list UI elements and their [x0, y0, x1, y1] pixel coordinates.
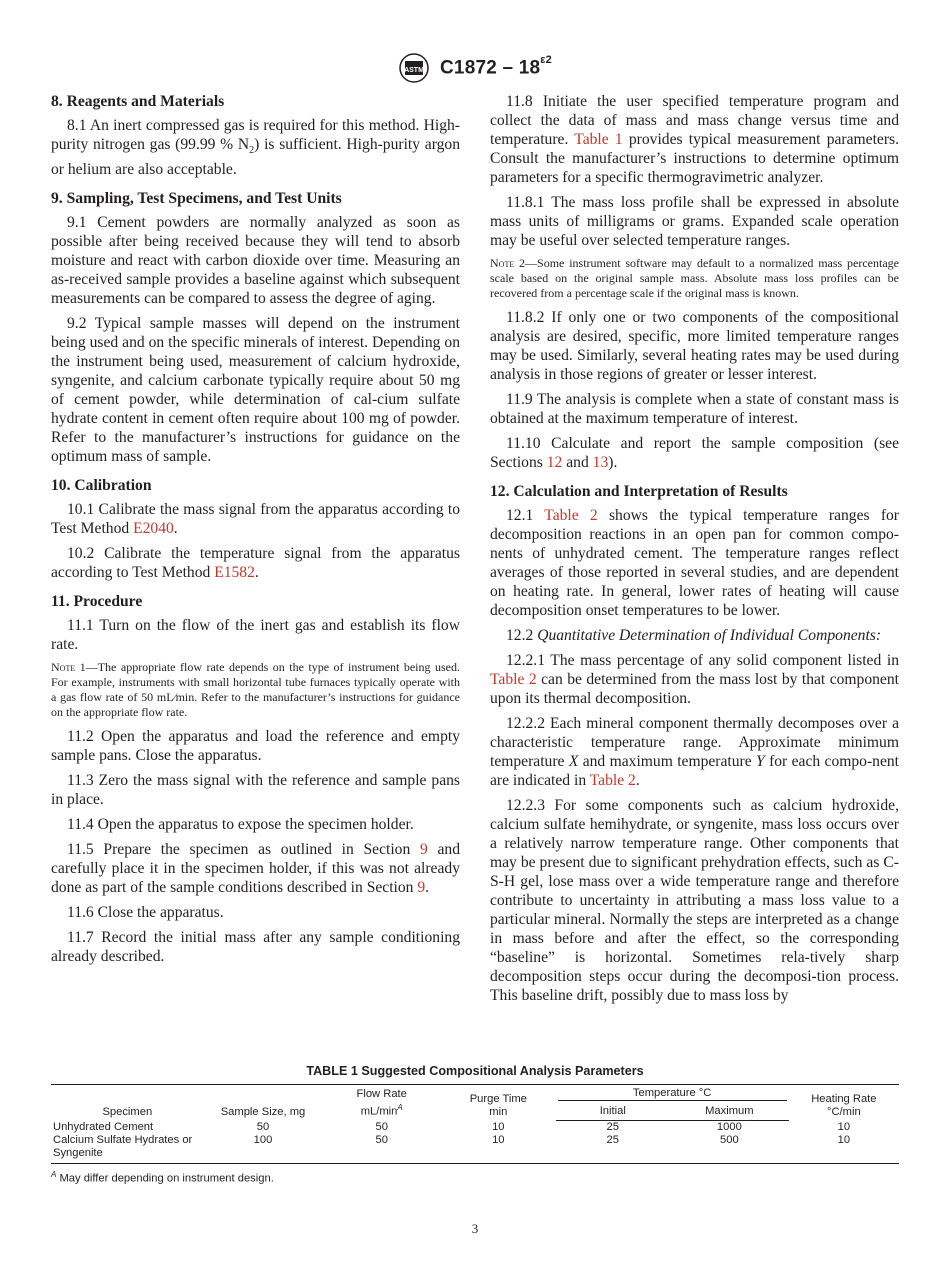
link-section-13[interactable]: 13: [592, 454, 609, 471]
section-12-title: 12. Calculation and Interpretation of Results: [490, 483, 788, 500]
para-11-8-2: 11.8.2 If only one or two components of the compositional analysis are desired, specific, more limited temperature ranges may be used. Similarly, several heating rates may be used during analysis in those regions of greater or lesser interest.: [490, 309, 899, 383]
col-sample-size: Sample Size, mg: [204, 1085, 323, 1121]
link-e2040[interactable]: E2040: [133, 520, 174, 538]
table-title: TABLE 1 Suggested Compositional Analysis Parameters: [306, 1064, 644, 1078]
para-10-2: 10.2 Calibrate the temperature signal from the apparatus according to Test Method E1582.: [51, 545, 460, 582]
parameters-table: [51, 1084, 899, 1164]
para-11-9: 11.9 The analysis is complete when a state of constant mass is obtained at the maximum temperature of interest.: [490, 391, 899, 427]
page-number: 3: [471, 1221, 479, 1236]
right-column: [490, 92, 899, 1011]
note-2: Note 2—Some instrument software may default to a normalized mass percentage scale based on the original sample mass. Absolute mass loss profiles can be recovered from a percentage scale if the original mass is known.: [490, 256, 899, 300]
para-12-1: 12.1 Table 2 shows the typical temperature ranges for decomposition reactions in an open pan for common compo-nents of unhydrated cement. The temperature ranges reflect averages of those reported in several studies, and are dependent on heating rate. In general, lower rates of heating will cause decomposition onset temperatures to be lower.: [490, 507, 899, 619]
link-table-2-c[interactable]: Table 2: [589, 772, 636, 789]
table-footnote: $^A$ May differ depending on instrument design.: [51, 1170, 274, 1185]
para-11-5: 11.5 Prepare the specimen as outlined in Section 9 and carefully place it in the specimen holder, if this was not already done as part of the sample conditions described in Section 9.: [51, 841, 460, 897]
table-row: Calcium Sulfate Hydrates or Syngenite 100 50 10 25 500 10: [51, 1134, 899, 1164]
link-table-2-b[interactable]: Table 2: [490, 671, 537, 688]
col-flow-rate: Flow Rate $mL/\min^A$: [322, 1085, 441, 1121]
para-11-6: 11.6 Close the apparatus.: [67, 904, 224, 922]
para-11-8-1: 11.8.1 The mass loss profile shall be expressed in absolute mass units of milligrams or grams. Expanded scale operation may be useful over selected temperature ranges.: [490, 194, 899, 249]
link-section-9[interactable]: 9: [419, 841, 428, 859]
col-purge-time: Purge Time min: [441, 1085, 555, 1121]
para-9-2: 9.2 Typical sample masses will depend on the instrument being used and on the specific minerals of interest. Depending on the instrument being used, measurement of calcium hydroxide, syngenite, and calcium carbonate typically require about 50 mg of cement powder, while determination of cal-cium sulfate hydrate content in cement often require about 100 mg of powder. Refer to the manufacturer’s instructions for guidance on the optimum mass of sample.: [51, 315, 460, 466]
note-1: Note 1—The appropriate flow rate depends on the type of instrument being used. For example, instruments with small horizontal tube furnaces typically operate with a gas flow rate of 50 mL⁄min. Refer to the manufacturer’s instructions for guidance on the appropriate flow rate.: [51, 660, 461, 720]
para-12-2-1: 12.2.1 The mass percentage of any solid component listed in Table 2 can be determined from the mass lost by that component upon its thermal decomposition.: [490, 652, 899, 707]
para-10-1: 10.1 Calibrate the mass signal from the apparatus according to Test Method E2040.: [51, 501, 460, 538]
page-header: [0, 52, 950, 84]
section-11-title: 11. Procedure: [51, 593, 143, 611]
para-12-2-2: 12.2.2 Each mineral component thermally decomposes over a characteristic temperature range. Approximate minimum temperature X and maximum temperature Y for each compo-nent are indicated in Table 2.: [490, 715, 900, 789]
para-11-7: 11.7 Record the initial mass after any sample conditioning already described.: [51, 929, 460, 966]
para-8-1: 8.1 An inert compressed gas is required for this method. High-purity nitrogen gas (99.99 % $N_2$) is sufficient. High-purity argon or helium are also acceptable.: [51, 117, 460, 179]
section-10-title: 10. Calibration: [51, 477, 152, 495]
link-e1582[interactable]: E1582: [214, 564, 255, 582]
link-section-12[interactable]: 12: [546, 454, 563, 471]
table-1: [51, 1064, 899, 1185]
link-table-2[interactable]: Table 2: [544, 507, 598, 524]
col-heating-rate: Heating Rate °C/min: [789, 1085, 899, 1121]
left-column: [51, 92, 460, 972]
link-table-1[interactable]: Table 1: [574, 131, 623, 148]
para-12-2-3: 12.2.3 For some components such as calcium hydroxide, calcium sulfate hemihydrate, or syngenite, mass loss occurs over a relatively narrow temperature range. Other components that may be present due to significant prehydration effects, such as C-S-H gel, lose mass over a wide temperature range and therefore contribute to uncertainty in attributing a mass loss value to a particular mineral. Normally the steps are interpreted as a change in mass before and after the effect, so the corresponding “baseline” is horizontal. Sometimes rela-tively sharp decomposition steps occur during the decomposi-tion process. This baseline drift, possibly due to mass loss by: [490, 797, 899, 1004]
para-12-2: 12.2 Quantitative Determination of Individual Components:: [506, 627, 882, 644]
para-11-2: 11.2 Open the apparatus and load the reference and empty sample pans. Close the apparatus.: [51, 728, 460, 765]
astm-logo-icon: [398, 52, 430, 84]
col-specimen: Specimen: [51, 1085, 204, 1121]
link-section-9-b[interactable]: 9: [417, 879, 426, 897]
para-11-10: 11.10 Calculate and report the sample composition (see Sections 12 and 13).: [490, 435, 899, 471]
para-11-1: 11.1 Turn on the flow of the inert gas and establish its flow rate.: [51, 617, 460, 654]
para-11-8: 11.8 Initiate the user specified temperature program and collect the data of mass and mass change versus time and temperature. Table 1 provides typical measurement parameters. Consult the manufacturer’s instructions to determine optimum parameters for a specific thermogravimetric analyzer.: [490, 93, 899, 186]
section-9-title: 9. Sampling, Test Specimens, and Test Units: [51, 190, 342, 208]
svg-text:ASTM: ASTM: [404, 67, 424, 74]
para-11-3: 11.3 Zero the mass signal with the reference and sample pans in place.: [51, 772, 460, 809]
section-8-title: 8. Reagents and Materials: [51, 93, 225, 110]
para-11-4: 11.4 Open the apparatus to expose the specimen holder.: [67, 816, 414, 834]
col-temp-maximum: Maximum: [670, 1103, 789, 1121]
designation: $C1872 - 18^{\varepsilon 2}$: [440, 53, 552, 79]
table-row: Unhydrated Cement 50 50 10 25 1000 10: [53, 1120, 851, 1133]
col-temp-initial: Initial: [556, 1103, 670, 1121]
para-9-1: 9.1 Cement powders are normally analyzed as soon as possible after being received because they will tend to absorb moisture and react with carbon dioxide over time. Measuring an as-received sample provides a baseline against which subsequent measurements can be compared to assess the degree of aging.: [51, 214, 460, 308]
col-temperature: Temperature °C: [556, 1085, 789, 1104]
